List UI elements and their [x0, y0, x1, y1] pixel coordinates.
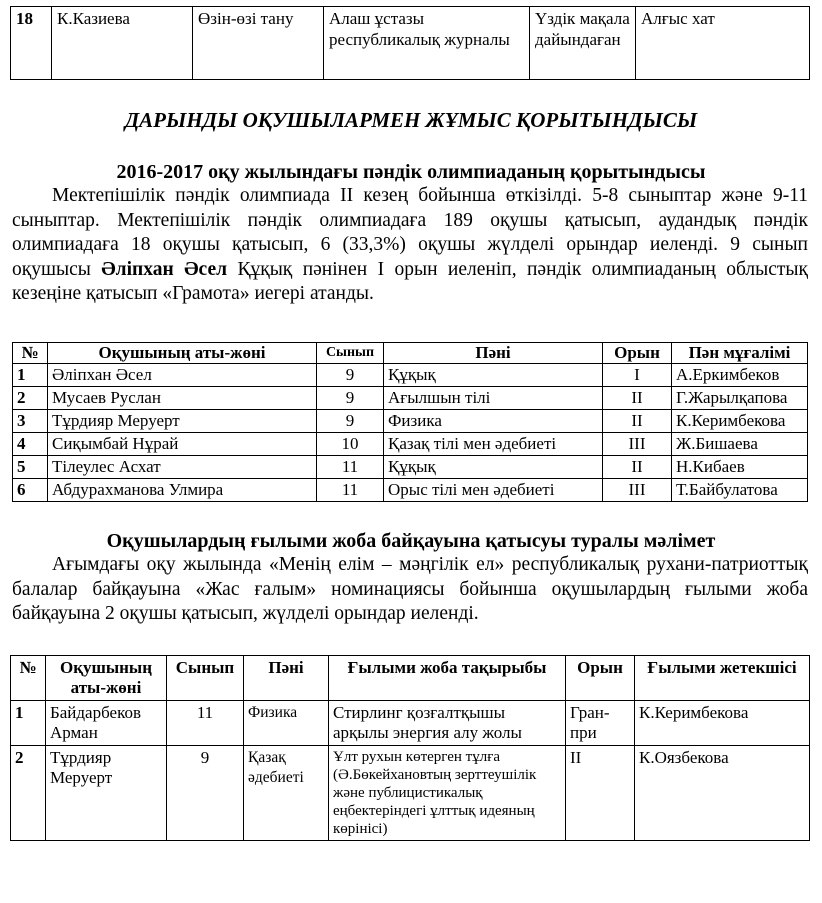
olympiad-title: 2016-2017 оқу жылындағы пәндік олимпиаданың қорытындысы: [116, 161, 706, 183]
header-name: Оқушының аты-жөні: [46, 656, 167, 701]
cell-grade: 11: [317, 456, 384, 479]
cell-subject: Орыс тілі мен әдебиеті: [384, 479, 603, 502]
cell-supervisor: К.Керимбекова: [635, 701, 810, 746]
header-grade: Сынып: [167, 656, 244, 701]
table-row: [11, 746, 810, 841]
cell-teacher: К.Керимбекова: [672, 410, 808, 433]
cell-subject: Құқық: [384, 456, 603, 479]
header-name: Оқушының аты-жөні: [48, 343, 317, 364]
awards-table-tail: [10, 6, 810, 80]
header-subject: Пәні: [384, 343, 603, 364]
cell-grade: 11: [317, 479, 384, 502]
cell-grade: 11: [167, 701, 244, 746]
project-title: Оқушылардың ғылыми жоба байқауына қатысуы туралы мәлімет: [106, 530, 716, 552]
olympiad-text-2: Құқық пәнінен І орын иеленіп, пәндік олимпиаданың облыстық кезеңіне қатысып «Грамота» иегері атанды.: [12, 258, 808, 304]
cell-grade: 9: [317, 364, 384, 387]
cell-subject: Қазақ тілі мен әдебиеті: [384, 433, 603, 456]
cell-grade: 9: [317, 410, 384, 433]
table-row: [13, 364, 808, 387]
cell-num: 6: [13, 479, 48, 502]
subject: Өзін-өзі тану: [193, 7, 324, 80]
cell-teacher: Н.Кибаев: [672, 456, 808, 479]
header-num: №: [11, 656, 46, 701]
cell-subject: Құқық: [384, 364, 603, 387]
cell-grade: 10: [317, 433, 384, 456]
olympiad-winner-name: Әліпхан Әсел: [101, 258, 228, 280]
olympiad-results-table: [12, 342, 808, 502]
cell-teacher: Ж.Бишаева: [672, 433, 808, 456]
cell-subject: Физика: [244, 701, 329, 746]
cell-name: Байдарбеков Арман: [46, 701, 167, 746]
cell-place: ІІ: [603, 456, 672, 479]
project-results-table: [10, 655, 810, 841]
cell-place: ІІІ: [603, 433, 672, 456]
cell-num: 2: [11, 746, 46, 841]
achievement: Үздік мақала дайындаған: [530, 7, 636, 80]
project-text: Ағымдағы оқу жылында «Менің елім – мәңгілік ел» республикалық рухани-патриоттық балалар байқауына «Жас ғалым» номинациясы бойынша оқушылардың ғылыми жоба байқауына 2 оқушы қатысып, жүлделі орындар иеленді.: [12, 554, 808, 624]
cell-supervisor: К.Оязбекова: [635, 746, 810, 841]
table-row: [13, 410, 808, 433]
cell-subject: Қазақ әдебиеті: [244, 746, 329, 841]
main-title: ДАРЫНДЫ ОҚУШЫЛАРМЕН ЖҰМЫС ҚОРЫТЫНДЫСЫ: [124, 108, 698, 132]
cell-name: Сиқымбай Нұрай: [48, 433, 317, 456]
header-place: Орын: [566, 656, 635, 701]
header-supervisor: Ғылыми жетекшісі: [635, 656, 810, 701]
cell-place: ІІІ: [603, 479, 672, 502]
cell-teacher: Г.Жарылқапова: [672, 387, 808, 410]
cell-name: Әліпхан Әсел: [48, 364, 317, 387]
cell-num: 1: [13, 364, 48, 387]
header-num: №: [13, 343, 48, 364]
header-subject: Пәні: [244, 656, 329, 701]
cell-name: Мусаев Руслан: [48, 387, 317, 410]
cell-place: Гран-при: [566, 701, 635, 746]
cell-num: 2: [13, 387, 48, 410]
table-header-row: [13, 343, 808, 364]
table-row: [11, 7, 810, 80]
cell-name: Абдурахманова Улмира: [48, 479, 317, 502]
table-row: [13, 433, 808, 456]
table-row: [13, 479, 808, 502]
cell-place: І: [603, 364, 672, 387]
row-number: 18: [11, 7, 52, 80]
cell-place: ІІ: [603, 387, 672, 410]
cell-num: 3: [13, 410, 48, 433]
table-row: [11, 701, 810, 746]
header-teacher: Пән мұғалімі: [672, 343, 808, 364]
cell-place: ІІ: [566, 746, 635, 841]
olympiad-paragraph: [12, 184, 808, 307]
cell-num: 1: [11, 701, 46, 746]
cell-subject: Физика: [384, 410, 603, 433]
award: Алғыс хат: [636, 7, 810, 80]
table-header-row: [11, 656, 810, 701]
header-grade: Сынып: [317, 343, 384, 364]
olympiad-text-1: Мектепішілік пәндік олимпиада ІІ кезең бойынша өткізілді. 5-8 сыныптар және 9-11 сыныптар. Мектепішілік пәндік олимпиадаға 189 оқушы қатысып, аудандық пәндік олимпиадаға 18 оқушы қатысып, 6 (33,3%) оқушы жүлделі орындар иеленді. 9 сынып оқушысы: [12, 185, 808, 280]
cell-teacher: А.Еркимбеков: [672, 364, 808, 387]
table-row: [13, 387, 808, 410]
cell-num: 5: [13, 456, 48, 479]
event: Алаш ұстазы республикалық журналы: [324, 7, 530, 80]
cell-num: 4: [13, 433, 48, 456]
cell-name: Тілеулес Асхат: [48, 456, 317, 479]
cell-teacher: Т.Байбулатова: [672, 479, 808, 502]
cell-name: Тұрдияр Меруерт: [46, 746, 167, 841]
cell-topic: Стирлинг қозғалтқышы арқылы энергия алу жолы: [329, 701, 566, 746]
header-topic: Ғылыми жоба тақырыбы: [329, 656, 566, 701]
cell-grade: 9: [317, 387, 384, 410]
teacher-name: К.Казиева: [52, 7, 193, 80]
project-paragraph: [12, 553, 808, 627]
header-place: Орын: [603, 343, 672, 364]
cell-grade: 9: [167, 746, 244, 841]
cell-subject: Ағылшын тілі: [384, 387, 603, 410]
cell-place: ІІ: [603, 410, 672, 433]
table-row: [13, 456, 808, 479]
cell-name: Тұрдияр Меруерт: [48, 410, 317, 433]
cell-topic: Ұлт рухын көтерген тұлға (Ә.Бөкейхановтың зерттеушілік және публицистикалық еңбектеріндегі ұлттық идеяның көрінісі): [329, 746, 566, 841]
